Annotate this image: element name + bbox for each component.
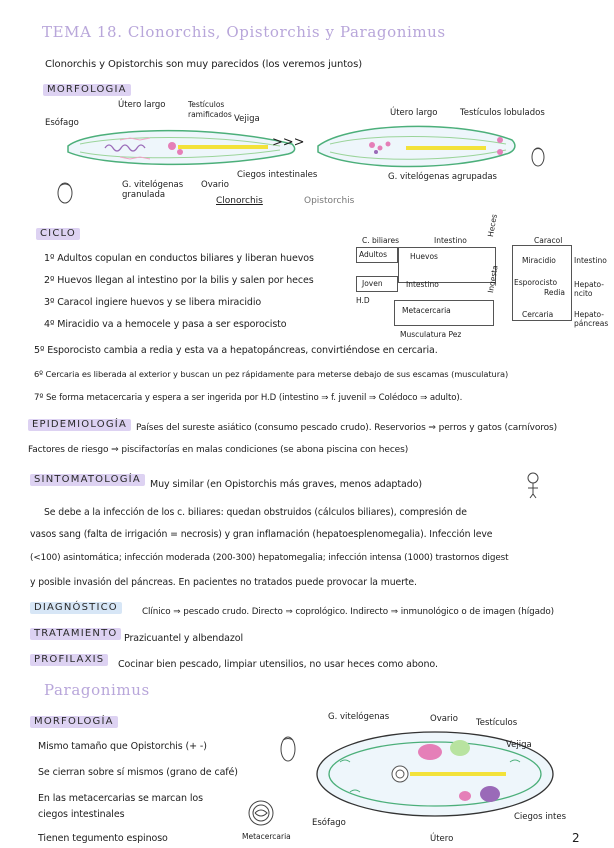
label-testiculos-2: Testículos lobulados	[460, 108, 545, 118]
paragonimus-title: Paragonimus	[44, 681, 150, 699]
cd-metacercaria: Metacercaria	[402, 306, 451, 315]
cd-musculatura: Musculatura Pez	[400, 330, 462, 339]
ciclo-line-4: 4º Miracidio va a hemocele y pasa a ser esporocisto	[44, 319, 287, 330]
section-morfologia: MORFOLOGIA	[43, 84, 131, 96]
arrows: >>>	[272, 135, 305, 150]
cd-intestino-b: Intestino	[406, 280, 439, 289]
ciclo-line-3: 3º Caracol ingiere huevos y se libera miracidio	[44, 297, 262, 308]
label-vejiga-1: Vejiga	[234, 114, 260, 124]
opistorchis-diagram	[310, 112, 520, 178]
label-metacercaria: Metacercaria	[242, 832, 291, 841]
page-title: TEMA 18. Clonorchis, Opistorchis y Paragonimus	[42, 23, 446, 41]
label-glandulas-2: G. vitelógenas agrupadas	[388, 172, 497, 182]
cd-heces: Heces	[486, 213, 499, 238]
sintomas-line-1: Se debe a la infección de los c. biliares: quedan obstruidos (cálculos biliares), compresión de	[44, 507, 467, 518]
paragonimus-diagram	[310, 722, 560, 822]
label-testiculos-3: Testículos	[476, 718, 518, 728]
section-tratamiento: TRATAMIENTO	[30, 628, 121, 640]
cd-hd: H.D	[356, 296, 370, 305]
label-utero-3: Útero	[430, 834, 454, 844]
section-profilaxis: PROFILAXIS	[30, 654, 108, 666]
label-esofago: Esófago	[45, 118, 79, 128]
tratamiento-text: Prazicuantel y albendazol	[124, 633, 244, 644]
section-ciclo: CICLO	[36, 228, 80, 240]
paragonimus-line-1: Mismo tamaño que Opistorchis (+ -)	[38, 741, 207, 752]
cd-intestino2: Intestino	[574, 256, 607, 265]
intro-text: Clonorchis y Opistorchis son muy parecidos (los veremos juntos)	[45, 59, 362, 70]
cd-esporocisto: Esporocisto	[514, 278, 558, 287]
label-ovario-3: Ovario	[430, 714, 458, 724]
cd-hepato-pancreas: Hepato-páncreas	[574, 310, 609, 328]
cd-adultos: Adultos	[359, 250, 388, 259]
cd-joven: Joven	[362, 279, 383, 288]
ciclo-line-5: 5º Esporocisto cambia a redia y esta va a hepatopáncreas, convirtiéndose en cercaria.	[34, 345, 438, 356]
sintomas-line-4: y posible invasión del páncreas. En pacientes no tratados puede provocar la muerte.	[30, 577, 417, 588]
caption-opistorchis: Opistorchis	[304, 196, 355, 206]
label-ciegos-3: Ciegos intes	[514, 812, 566, 822]
label-ciegos-1: Ciegos intestinales	[237, 170, 318, 180]
doodle-icon	[522, 470, 544, 500]
egg-icon	[530, 144, 546, 168]
caption-clonorchis: Clonorchis	[216, 196, 263, 206]
factores-text: Factores de riesgo ⇒ piscifactorías en malas condiciones (se abona piscina con heces)	[28, 445, 409, 455]
cd-redia: Redia	[544, 288, 565, 297]
metacercaria-icon	[246, 798, 276, 828]
cd-c-biliares: C. biliares	[362, 236, 400, 245]
cd-miracidio: Miracidio	[522, 256, 556, 265]
section-morfologia-2: MORFOLOGÍA	[30, 716, 118, 728]
label-testiculos-1: Testículos ramificados	[188, 100, 232, 119]
section-epidemiologia: EPIDEMIOLOGÍA	[28, 419, 131, 431]
ciclo-line-7: 7º Se forma metacercaria y espera a ser ingerida por H.D (intestino ⇒ f. juvenil ⇒ Colédoco ⇒ adulto).	[34, 393, 463, 403]
label-ovario-1: Ovario	[201, 180, 229, 190]
section-sintomatologia: SINTOMATOLOGÍA	[30, 474, 145, 486]
paragonimus-line-2: Se cierran sobre sí mismos (grano de café)	[38, 767, 238, 778]
ciclo-line-6: 6º Cercaria es liberada al exterior y buscan un pez rápidamente para meterse debajo de sus escamas (musculatura)	[34, 369, 509, 379]
cd-caracol: Caracol	[534, 236, 563, 245]
ciclo-line-2: 2º Huevos llegan al intestino por la bilis y salen por heces	[44, 275, 314, 286]
cd-box-main	[398, 247, 496, 283]
label-glandulas-1: G. vitelógenas granulada	[122, 180, 184, 200]
ciclo-line-1: 1º Adultos copulan en conductos biliares y liberan huevos	[44, 253, 314, 264]
paragonimus-line-5: Tienen tegumento espinoso	[38, 833, 168, 844]
cd-huevos: Huevos	[410, 252, 438, 261]
paragonimus-line-4: ciegos intestinales	[38, 809, 125, 820]
label-utero-2: Útero largo	[390, 108, 438, 118]
page-number: 2	[572, 831, 580, 845]
sintomas-line-2: vasos sang (falta de irrigación = necrosis) y gran inflamación (hepatoesplenomegalia). Infección leve	[30, 529, 493, 540]
label-esofago-3: Esófago	[312, 818, 346, 828]
cd-intestino: Intestino	[434, 236, 467, 245]
paragonimus-line-3: En las metacercarias se marcan los	[38, 793, 203, 804]
label-utero-1: Útero largo	[118, 100, 166, 110]
egg-icon	[278, 734, 298, 764]
cd-cercaria: Cercaria	[522, 310, 554, 319]
section-diagnostico: DIAGNÓSTICO	[30, 602, 122, 614]
profilaxis-text: Cocinar bien pescado, limpiar utensilios, no usar heces como abono.	[118, 659, 438, 670]
sintomas-line-3: (<100) asintomática; infección moderada (200-300) hepatomegalia; infección intensa (1000) trastornos digest	[30, 553, 509, 563]
label-glandulas-3: G. vitelógenas	[328, 712, 390, 722]
egg-icon	[56, 178, 74, 204]
diagnostico-text: Clínico ⇒ pescado crudo. Directo ⇒ coprológico. Indirecto ⇒ inmunológico o de imagen (hígado)	[142, 607, 554, 617]
sintomatologia-text: Muy similar (en Opistorchis más graves, menos adaptado)	[150, 479, 422, 490]
cd-hepato: Hepato-ncito	[574, 280, 604, 298]
cd-ingesta: Ingesta	[486, 264, 500, 294]
label-vejiga-3: Vejiga	[506, 740, 532, 750]
epidemiologia-text: Países del sureste asiático (consumo pescado crudo). Reservorios ⇒ perros y gatos (carnívoros)	[136, 423, 558, 433]
